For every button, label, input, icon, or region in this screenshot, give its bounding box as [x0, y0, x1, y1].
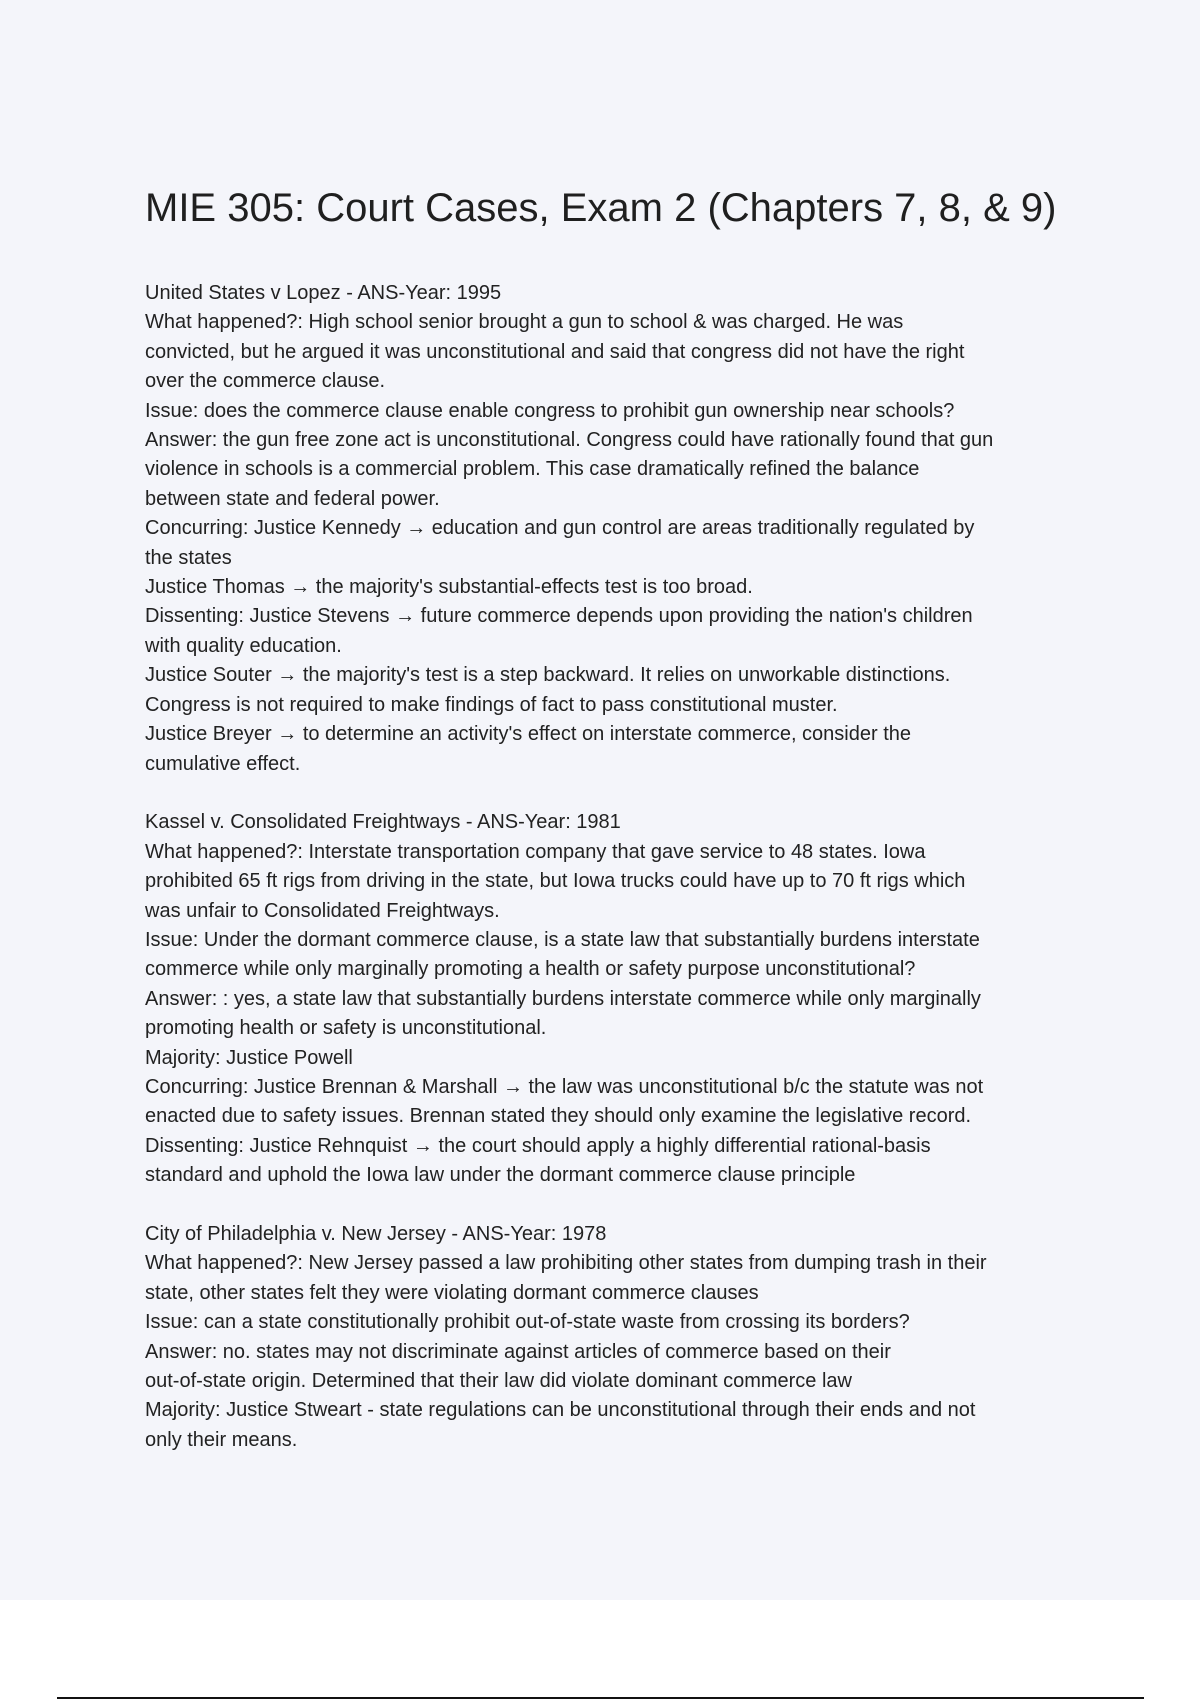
case-text-line: the states [145, 546, 232, 569]
case-text-line: Majority: Justice Powell [145, 1046, 353, 1069]
case-lopez [145, 279, 1095, 779]
case-text-line: Justice Souter → the majority's test is a step backward. It relies on unworkable distinctions. [145, 664, 951, 687]
case-text-line: Congress is not required to make findings of fact to pass constitutional muster. [145, 693, 838, 716]
case-text-line: Majority: Justice Stweart - state regulations can be unconstitutional through their ends and not [145, 1399, 976, 1422]
case-text-line: convicted, but he argued it was unconstitutional and said that congress did not have the right [145, 340, 965, 363]
footer-divider [57, 1697, 1144, 1699]
case-text-line: Issue: Under the dormant commerce clause, is a state law that substantially burdens interstate [145, 928, 980, 951]
case-text-line: Answer: no. states may not discriminate against articles of commerce based on their [145, 1340, 891, 1363]
case-text-line: Answer: the gun free zone act is unconstitutional. Congress could have rationally found that gun [145, 429, 994, 452]
case-text-line: Justice Breyer → to determine an activity's effect on interstate commerce, consider the [145, 723, 912, 746]
case-text-line: enacted due to safety issues. Brennan stated they should only examine the legislative record. [145, 1105, 972, 1128]
case-text-line: was unfair to Consolidated Freightways. [145, 899, 500, 922]
case-text-line: promoting health or safety is unconstitutional. [145, 1017, 547, 1040]
case-text-line: standard and uphold the Iowa law under the dormant commerce clause principle [145, 1164, 856, 1187]
case-heading: Kassel v. Consolidated Freightways - ANS-Year: 1981 [145, 811, 621, 834]
case-text-line: Concurring: Justice Kennedy → education and gun control are areas traditionally regulated by [145, 517, 975, 540]
case-text-line: over the commerce clause. [145, 370, 386, 393]
case-text-line: out-of-state origin. Determined that their law did violate dominant commerce law [145, 1370, 852, 1392]
case-text-line: Dissenting: Justice Rehnquist → the court should apply a highly differential rational-basis [145, 1134, 931, 1157]
case-text-line: Issue: can a state constitutionally prohibit out-of-state waste from crossing its borders? [145, 1311, 910, 1334]
case-text-line: between state and federal power. [145, 487, 440, 510]
case-text-line: commerce while only marginally promoting a health or safety purpose unconstitutional? [145, 958, 916, 981]
case-text-line: prohibited 65 ft rigs from driving in the state, but Iowa trucks could have up to 70 ft rigs which [145, 870, 966, 893]
case-list [145, 279, 1095, 1455]
case-philadelphia [145, 1220, 1095, 1455]
case-heading: United States v Lopez - ANS-Year: 1995 [145, 282, 502, 304]
case-heading: City of Philadelphia v. New Jersey - ANS-Year: 1978 [145, 1222, 607, 1245]
case-text-line: only their means. [145, 1428, 298, 1451]
case-text-line: Justice Thomas → the majority's substantial-effects test is too broad. [145, 576, 753, 599]
case-text-line: What happened?: New Jersey passed a law prohibiting other states from dumping trash in their [145, 1252, 987, 1275]
case-text-line: with quality education. [145, 634, 342, 657]
case-text-line: What happened?: High school senior brought a gun to school & was charged. He was [145, 311, 904, 334]
case-text-line: Concurring: Justice Brennan & Marshall → the law was unconstitutional b/c the statute was not [145, 1075, 984, 1098]
case-text-line: Dissenting: Justice Stevens → future commerce depends upon providing the nation's children [145, 605, 973, 628]
case-text-line: cumulative effect. [145, 752, 301, 775]
case-text-line: Issue: does the commerce clause enable congress to prohibit gun ownership near schools? [145, 399, 955, 422]
case-text-line: violence in schools is a commercial problem. This case dramatically refined the balance [145, 458, 920, 481]
case-text-line: What happened?: Interstate transportation company that gave service to 48 states. Iowa [145, 840, 926, 863]
case-kassel [145, 808, 1095, 1190]
document-title: MIE 305: Court Cases, Exam 2 (Chapters 7, 8, & 9) [145, 186, 1057, 230]
case-text-line: state, other states felt they were violating dormant commerce clauses [145, 1281, 759, 1304]
case-text-line: Answer: : yes, a state law that substantially burdens interstate commerce while only marginally [145, 987, 981, 1010]
